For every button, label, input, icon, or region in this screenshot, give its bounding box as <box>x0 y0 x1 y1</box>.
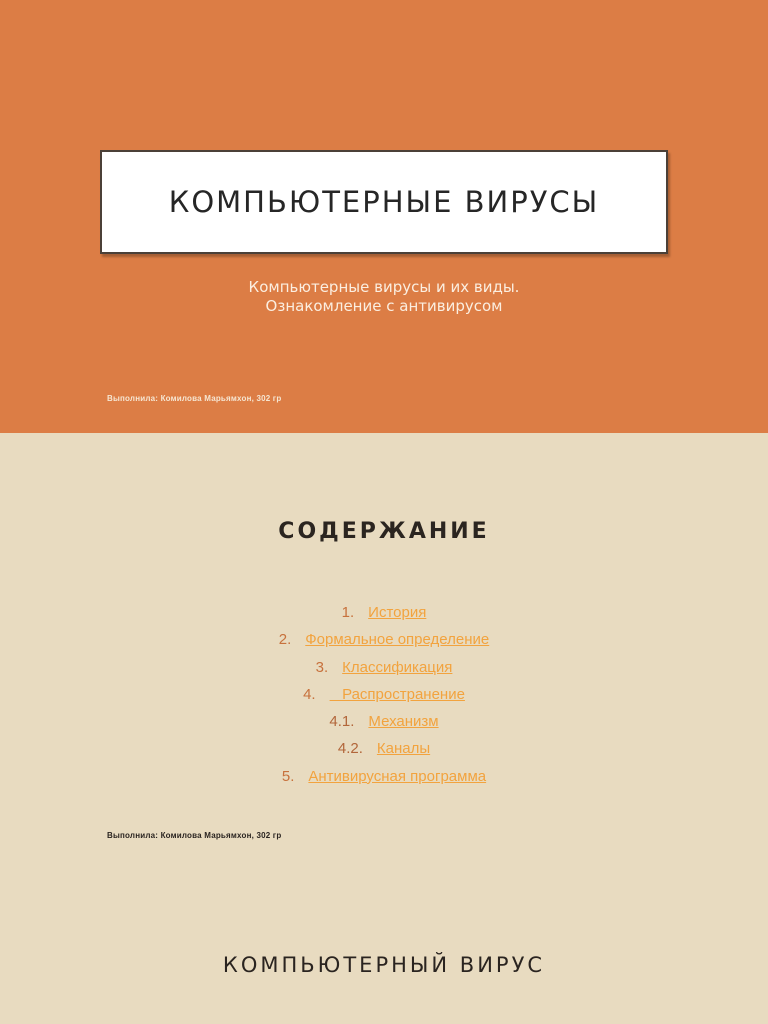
toc-link-history[interactable]: История <box>368 604 427 621</box>
author-credit: Выполнила: Комилова Марьямхон, 302 гр <box>107 831 282 840</box>
contents-title: СОДЕРЖАНИЕ <box>278 519 490 544</box>
slide-title: КОМПЬЮТЕРНЫЕ ВИРУСЫ <box>168 185 600 219</box>
toc-number: 4. <box>303 685 316 703</box>
toc-link-classification[interactable]: Классификация <box>342 658 453 676</box>
table-of-contents <box>0 601 768 792</box>
toc-number: 4.2. <box>337 740 363 758</box>
next-slide-title: КОМПЬЮТЕРНЫЙ ВИРУС <box>222 953 546 977</box>
toc-link-mechanism[interactable]: Механизм <box>368 713 439 731</box>
toc-link-spread[interactable]: Распространение <box>329 685 465 703</box>
toc-item-antivirus <box>0 765 768 792</box>
toc-number: 3. <box>315 658 329 676</box>
toc-number: 1. <box>341 604 355 621</box>
toc-item-spread <box>0 683 768 710</box>
toc-link-definition[interactable]: Формальное определение <box>305 631 490 649</box>
author-credit: Выполнила: Комилова Марьямхон, 302 гр <box>107 394 282 403</box>
title-slide <box>0 0 768 433</box>
toc-link-channels[interactable]: Каналы <box>376 740 431 758</box>
toc-item-mechanism <box>0 710 768 737</box>
toc-number: 5. <box>281 767 295 785</box>
toc-item-history <box>0 601 768 628</box>
toc-number: 4.1. <box>329 713 355 731</box>
toc-item-channels <box>0 737 768 764</box>
subtitle-line-2: Ознакомление с антивирусом <box>265 297 503 315</box>
toc-link-antivirus[interactable]: Антивирусная программа <box>308 767 487 785</box>
toc-item-definition <box>0 628 768 655</box>
subtitle-line-1: Компьютерные вирусы и их виды. <box>248 278 520 296</box>
toc-number: 2. <box>278 631 292 649</box>
slide-subtitle <box>0 278 768 316</box>
toc-item-classification <box>0 656 768 683</box>
title-box <box>100 150 668 254</box>
